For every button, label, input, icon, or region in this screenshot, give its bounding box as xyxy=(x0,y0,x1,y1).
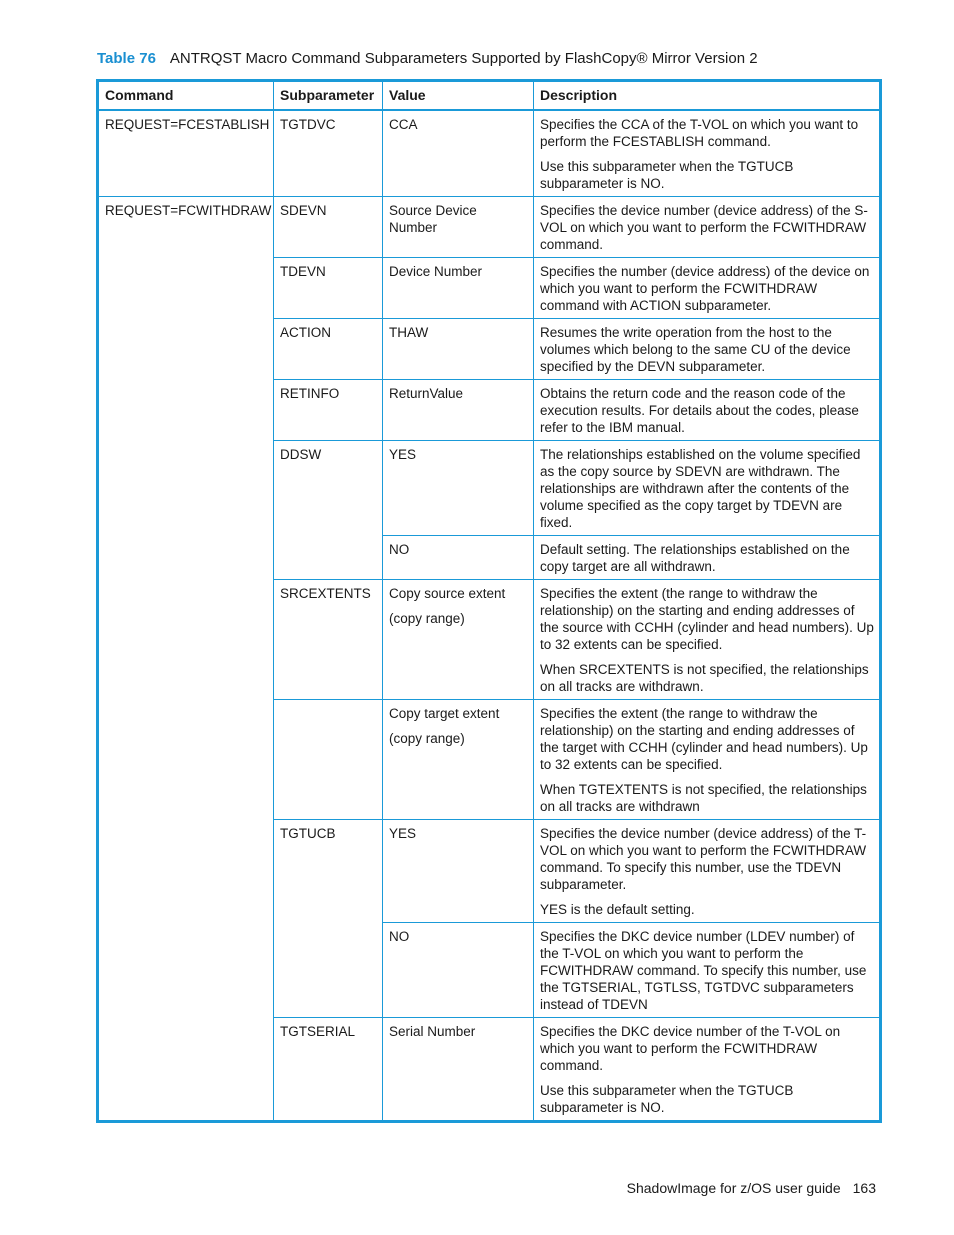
value-cell xyxy=(383,536,534,580)
value-cell xyxy=(383,319,534,380)
description-cell xyxy=(534,380,881,441)
description-text: Specifies the device number (device address) of the T-VOL on which you want to perform the FCWITHDRAW command. To specify this number, use the TDEVN subparameter. xyxy=(540,826,867,892)
description-text: YES is the default setting. xyxy=(540,902,695,917)
description-text: Specifies the CCA of the T-VOL on which you want to perform the FCESTABLISH command. xyxy=(540,117,859,149)
value-text: THAW xyxy=(389,325,429,340)
value-text: ReturnValue xyxy=(389,386,464,401)
description-text: Specifies the DKC device number (LDEV number) of the T-VOL on which you want to perform the FCWITHDRAW command. To specify this number, use the TGTSERIAL, TGTLSS, TGTDVC subparameters instead of TDEVN xyxy=(540,929,867,1012)
value-cell xyxy=(383,110,534,197)
description-cell xyxy=(534,110,881,197)
description-cell xyxy=(534,923,881,1018)
value-text: Copy target extent xyxy=(389,706,500,721)
table-header-row xyxy=(98,81,881,111)
description-cell xyxy=(534,197,881,258)
subparameter-cell: TGTSERIAL xyxy=(274,1018,383,1122)
value-text: Source Device Number xyxy=(389,203,477,235)
description-text: The relationships established on the volume specified as the copy source by SDEVN are withdrawn. The relationships are withdrawn after the contents of the volume specified as the copy target by TDEVN are fixed. xyxy=(540,447,861,530)
subparameter-cell: SRCEXTENTS xyxy=(274,580,383,700)
description-cell xyxy=(534,536,881,580)
value-text: Serial Number xyxy=(389,1024,476,1039)
value-text: Device Number xyxy=(389,264,483,279)
value-text: NO xyxy=(389,929,410,944)
column-header-subparameter: Subparameter xyxy=(274,81,383,111)
description-text: When TGTEXTENTS is not specified, the relationships on all tracks are withdrawn xyxy=(540,782,867,814)
value-text: YES xyxy=(389,447,417,462)
description-cell xyxy=(534,441,881,536)
page-number: 163 xyxy=(852,1180,876,1196)
subparameters-table xyxy=(96,79,882,1123)
page-footer xyxy=(627,1180,876,1196)
value-cell xyxy=(383,1018,534,1122)
description-text: Use this subparameter when the TGTUCB subparameter is NO. xyxy=(540,1083,794,1115)
value-cell xyxy=(383,700,534,820)
table-number: Table 76 xyxy=(97,50,156,67)
value-cell xyxy=(383,923,534,1018)
description-cell xyxy=(534,319,881,380)
description-text: Resumes the write operation from the host to the volumes which belong to the same CU of the device specified by the DEVN subparameter. xyxy=(540,325,851,374)
description-cell xyxy=(534,258,881,319)
description-text: Specifies the extent (the range to withdraw the relationship) on the starting and ending addresses of the target with CCHH (cylinder and head numbers). Up to 32 extents can be specified. xyxy=(540,706,868,772)
table-caption xyxy=(97,50,897,67)
value-text: Copy source extent xyxy=(389,586,506,601)
subparameter-cell: RETINFO xyxy=(274,380,383,441)
guide-title: ShadowImage for z/OS user guide xyxy=(626,1180,841,1196)
subparameter-cell: ACTION xyxy=(274,319,383,380)
value-text: CCA xyxy=(389,117,418,132)
value-cell xyxy=(383,580,534,700)
column-header-command: Command xyxy=(98,81,274,111)
value-text: YES xyxy=(389,826,417,841)
command-cell: REQUEST=FCWITHDRAW xyxy=(98,197,274,1122)
subparameter-cell: DDSW xyxy=(274,441,383,580)
value-cell xyxy=(383,380,534,441)
subparameter-cell: TDEVN xyxy=(274,258,383,319)
subparameter-cell xyxy=(274,700,383,820)
description-text: Specifies the DKC device number of the T-VOL on which you want to perform the FCWITHDRAW command. xyxy=(540,1024,841,1073)
value-cell xyxy=(383,441,534,536)
description-text: When SRCEXTENTS is not specified, the relationships on all tracks are withdrawn. xyxy=(540,662,869,694)
value-cell xyxy=(383,820,534,923)
value-text: NO xyxy=(389,542,410,557)
description-cell xyxy=(534,820,881,923)
value-text: (copy range) xyxy=(389,611,465,626)
description-text: Specifies the number (device address) of the device on which you want to perform the FCWITHDRAW command with ACTION subparameter. xyxy=(540,264,870,313)
table-row xyxy=(98,197,881,258)
subparameter-cell: SDEVN xyxy=(274,197,383,258)
description-text: Specifies the device number (device address) of the S-VOL on which you want to perform the FCWITHDRAW command. xyxy=(540,203,868,252)
description-cell xyxy=(534,700,881,820)
table-row xyxy=(98,110,881,197)
value-text: (copy range) xyxy=(389,731,465,746)
description-text: Default setting. The relationships established on the copy target are all withdrawn. xyxy=(540,542,850,574)
column-header-description: Description xyxy=(534,81,881,111)
description-cell xyxy=(534,1018,881,1122)
description-text: Specifies the extent (the range to withdraw the relationship) on the starting and ending addresses of the source with CCHH (cylinder and head numbers). Up to 32 extents can be specified. xyxy=(540,586,874,652)
subparameter-cell: TGTUCB xyxy=(274,820,383,1018)
table-title: ANTRQST Macro Command Subparameters Supported by FlashCopy® Mirror Version 2 xyxy=(169,50,758,67)
value-cell xyxy=(383,258,534,319)
column-header-value: Value xyxy=(383,81,534,111)
value-cell xyxy=(383,197,534,258)
command-cell: REQUEST=FCESTABLISH xyxy=(98,110,274,197)
subparameter-cell: TGTDVC xyxy=(274,110,383,197)
description-text: Use this subparameter when the TGTUCB subparameter is NO. xyxy=(540,159,794,191)
description-text: Obtains the return code and the reason code of the execution results. For details about the codes, please refer to the IBM manual. xyxy=(540,386,859,435)
description-cell xyxy=(534,580,881,700)
